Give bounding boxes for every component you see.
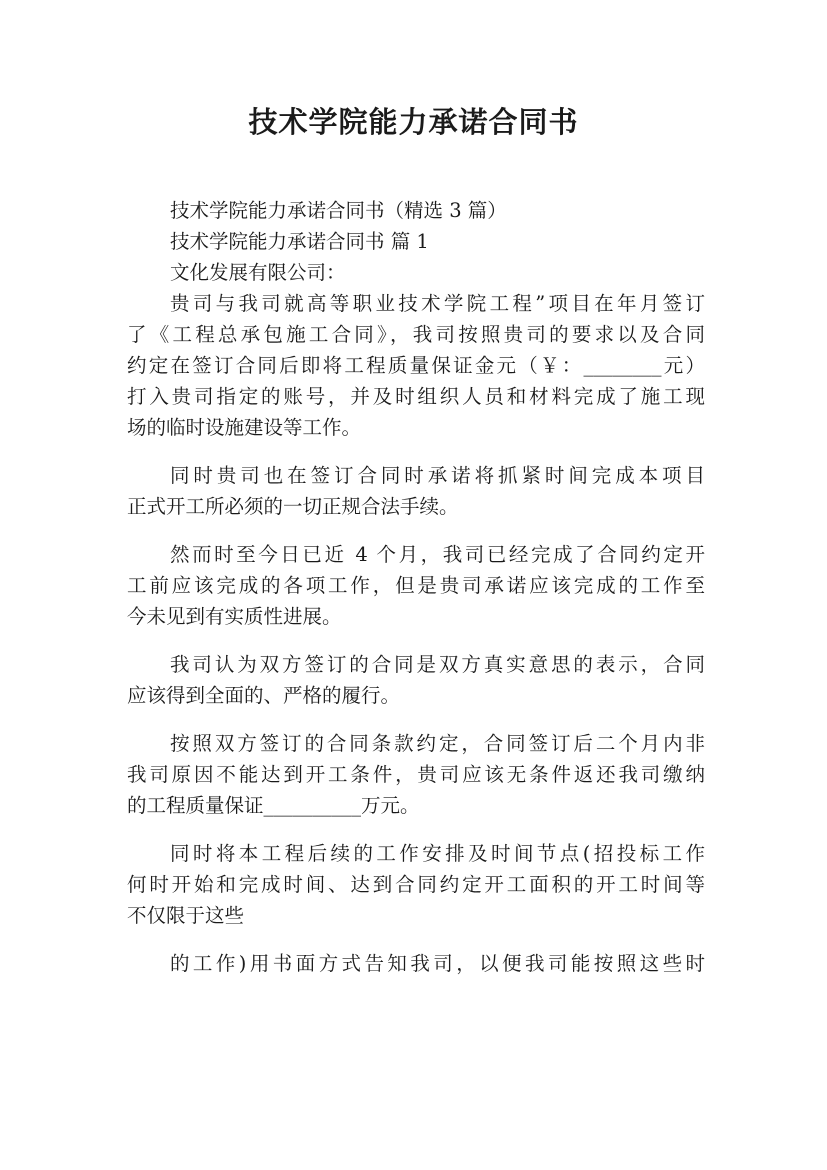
text-line: 按照双方签订的合同条款约定，合同签订后二个月内非 — [170, 732, 705, 755]
text-line: 我司原因不能达到开工条件，贵司应该无条件返还我司缴纳 — [127, 763, 705, 786]
text-line: 不仅限于这些 — [127, 904, 245, 927]
text-line: 何时开始和完成时间、达到合同约定开工面积的开工时间等 — [127, 873, 705, 896]
text-line: 了《工程总承包施工合同》，我司按照贵司的要求以及合同 — [127, 323, 705, 346]
text-line: 工前应该完成的各项工作，但是贵司承诺应该完成的工作至 — [127, 574, 705, 597]
text-line: 贵司与我司就高等职业技术学院工程”项目在年月签订 — [170, 292, 705, 315]
document-body — [127, 195, 705, 979]
text-line: 同时贵司也在签订合同时承诺将抓紧时间完成本项目 — [170, 464, 705, 487]
text-line: 技术学院能力承诺合同书 篇 1 — [170, 230, 429, 253]
text-line: 正式开工所必须的一切正规合法手续。 — [127, 495, 459, 518]
text-line: 打入贵司指定的账号，并及时组织人员和材料完成了施工现 — [127, 385, 705, 408]
text-line: 今未见到有实质性进展。 — [127, 605, 342, 628]
text-line: 的工作)用书面方式告知我司，以便我司能按照这些时 — [170, 952, 705, 975]
text-line: 文化发展有限公司： — [170, 261, 346, 284]
text-line: 约定在签订合同后即将工程质量保证金元（￥：________元） — [127, 354, 705, 377]
text-line: 同时将本工程后续的工作安排及时间节点(招投标工作 — [170, 842, 705, 865]
text-line: 应该得到全面的、严格的履行。 — [127, 684, 401, 707]
text-line: 然而时至今日已近 4 个月，我司已经完成了合同约定开 — [170, 543, 705, 566]
document-title: 技术学院能力承诺合同书 — [248, 105, 579, 139]
text-line: 的工程质量保证__________万元。 — [127, 794, 420, 817]
text-line: 我司认为双方签订的合同是双方真实意思的表示，合同 — [170, 653, 705, 676]
text-line: 场的临时设施建设等工作。 — [127, 416, 362, 439]
text-line: 技术学院能力承诺合同书（精选 3 篇） — [170, 199, 507, 222]
